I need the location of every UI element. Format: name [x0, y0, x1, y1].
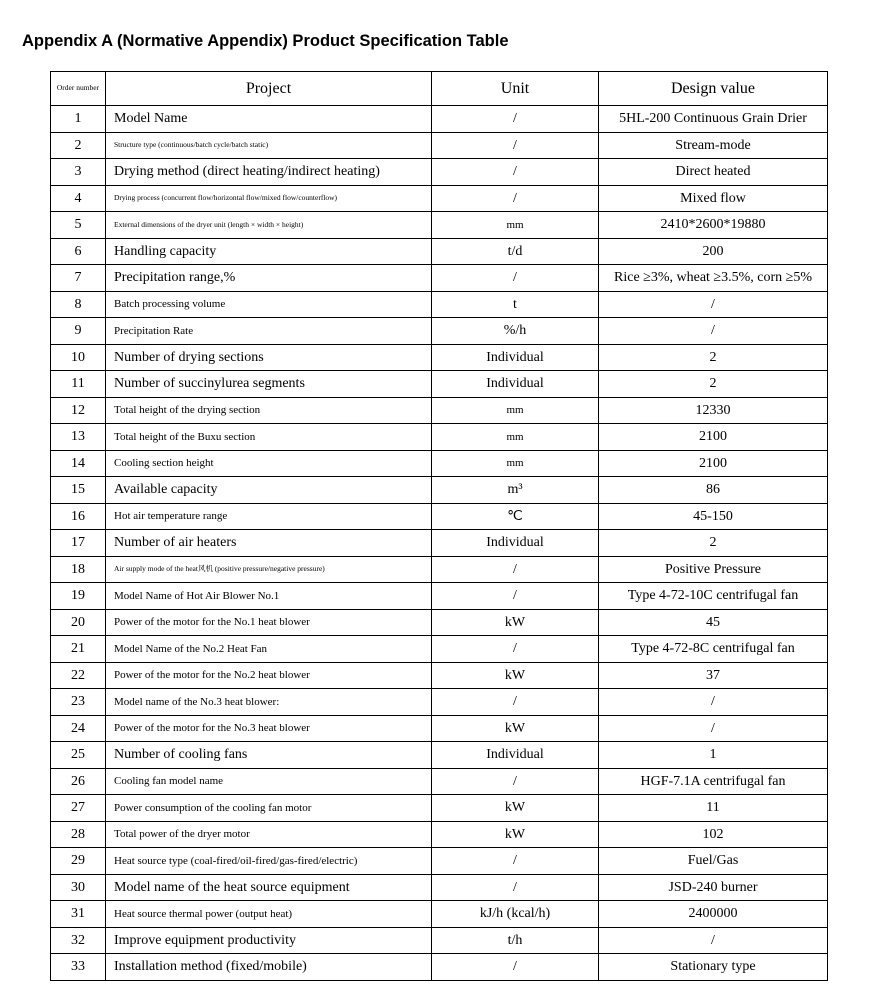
unit-cell: / — [432, 583, 599, 610]
unit-cell: / — [432, 954, 599, 981]
table-row — [51, 821, 828, 848]
project-cell: Total height of the Buxu section — [106, 424, 432, 451]
design-value-cell: 11 — [599, 795, 828, 822]
unit-cell: mm — [432, 212, 599, 239]
design-value-cell: JSD-240 burner — [599, 874, 828, 901]
unit-cell: t — [432, 291, 599, 318]
order-number-cell: 33 — [51, 954, 106, 981]
order-number-cell: 27 — [51, 795, 106, 822]
unit-cell: / — [432, 556, 599, 583]
table-row — [51, 768, 828, 795]
project-cell: Precipitation range,% — [106, 265, 432, 292]
table-row — [51, 689, 828, 716]
project-cell: Available capacity — [106, 477, 432, 504]
unit-cell: Individual — [432, 371, 599, 398]
table-row — [51, 132, 828, 159]
table-row — [51, 477, 828, 504]
project-cell: Structure type (continuous/batch cycle/batch static) — [106, 132, 432, 159]
design-value-cell: Mixed flow — [599, 185, 828, 212]
order-number-cell: 29 — [51, 848, 106, 875]
project-cell: Model name of the No.3 heat blower: — [106, 689, 432, 716]
table-row — [51, 927, 828, 954]
table-row — [51, 583, 828, 610]
table-row — [51, 954, 828, 981]
unit-cell: kW — [432, 715, 599, 742]
table-row — [51, 450, 828, 477]
unit-cell: t/h — [432, 927, 599, 954]
unit-cell: Individual — [432, 530, 599, 557]
project-cell: Batch processing volume — [106, 291, 432, 318]
order-number-cell: 3 — [51, 159, 106, 186]
design-value-cell: Fuel/Gas — [599, 848, 828, 875]
table-row — [51, 715, 828, 742]
project-cell: Power of the motor for the No.2 heat blower — [106, 662, 432, 689]
design-value-cell: Stream-mode — [599, 132, 828, 159]
unit-cell: Individual — [432, 344, 599, 371]
project-cell: Cooling fan model name — [106, 768, 432, 795]
project-cell: Number of succinylurea segments — [106, 371, 432, 398]
design-value-cell: Positive Pressure — [599, 556, 828, 583]
table-row — [51, 238, 828, 265]
design-value-cell: 2 — [599, 530, 828, 557]
design-value-cell: / — [599, 689, 828, 716]
header-design-value: Design value — [599, 72, 828, 106]
table-row — [51, 556, 828, 583]
order-number-cell: 30 — [51, 874, 106, 901]
design-value-cell: 2400000 — [599, 901, 828, 928]
table-row — [51, 265, 828, 292]
unit-cell: kW — [432, 609, 599, 636]
order-number-cell: 10 — [51, 344, 106, 371]
design-value-cell: 1 — [599, 742, 828, 769]
table-row — [51, 159, 828, 186]
table-row — [51, 503, 828, 530]
order-number-cell: 32 — [51, 927, 106, 954]
unit-cell: / — [432, 636, 599, 663]
order-number-cell: 31 — [51, 901, 106, 928]
order-number-cell: 16 — [51, 503, 106, 530]
table-row — [51, 344, 828, 371]
design-value-cell: 86 — [599, 477, 828, 504]
order-number-cell: 18 — [51, 556, 106, 583]
design-value-cell: Type 4-72-8C centrifugal fan — [599, 636, 828, 663]
design-value-cell: Stationary type — [599, 954, 828, 981]
order-number-cell: 4 — [51, 185, 106, 212]
project-cell: Model Name of Hot Air Blower No.1 — [106, 583, 432, 610]
project-cell: Cooling section height — [106, 450, 432, 477]
unit-cell: mm — [432, 397, 599, 424]
unit-cell: m³ — [432, 477, 599, 504]
project-cell: Heat source thermal power (output heat) — [106, 901, 432, 928]
project-cell: External dimensions of the dryer unit (length × width × height) — [106, 212, 432, 239]
design-value-cell: Rice ≥3%, wheat ≥3.5%, corn ≥5% — [599, 265, 828, 292]
order-number-cell: 1 — [51, 106, 106, 133]
table-row — [51, 291, 828, 318]
project-cell: Model Name of the No.2 Heat Fan — [106, 636, 432, 663]
header-project: Project — [106, 72, 432, 106]
table-row — [51, 636, 828, 663]
design-value-cell: 2100 — [599, 450, 828, 477]
order-number-cell: 11 — [51, 371, 106, 398]
table-row — [51, 530, 828, 557]
table-row — [51, 795, 828, 822]
project-cell: Handling capacity — [106, 238, 432, 265]
page-title: Appendix A (Normative Appendix) Product Specification Table — [22, 32, 509, 50]
order-number-cell: 14 — [51, 450, 106, 477]
unit-cell: %/h — [432, 318, 599, 345]
unit-cell: ℃ — [432, 503, 599, 530]
project-cell: Number of air heaters — [106, 530, 432, 557]
table-row — [51, 424, 828, 451]
design-value-cell: / — [599, 715, 828, 742]
design-value-cell: 5HL-200 Continuous Grain Drier — [599, 106, 828, 133]
project-cell: Precipitation Rate — [106, 318, 432, 345]
project-cell: Drying process (concurrent flow/horizontal flow/mixed flow/counterflow) — [106, 185, 432, 212]
order-number-cell: 7 — [51, 265, 106, 292]
design-value-cell: HGF-7.1A centrifugal fan — [599, 768, 828, 795]
project-cell: Power consumption of the cooling fan motor — [106, 795, 432, 822]
order-number-cell: 25 — [51, 742, 106, 769]
project-cell: Total power of the dryer motor — [106, 821, 432, 848]
design-value-cell: / — [599, 318, 828, 345]
table-row — [51, 318, 828, 345]
design-value-cell: Type 4-72-10C centrifugal fan — [599, 583, 828, 610]
order-number-cell: 26 — [51, 768, 106, 795]
project-cell: Number of drying sections — [106, 344, 432, 371]
design-value-cell: 2 — [599, 371, 828, 398]
table-row — [51, 874, 828, 901]
table-row — [51, 742, 828, 769]
table-row — [51, 397, 828, 424]
unit-cell: / — [432, 185, 599, 212]
project-cell: Heat source type (coal-fired/oil-fired/gas-fired/electric) — [106, 848, 432, 875]
unit-cell: / — [432, 132, 599, 159]
order-number-cell: 5 — [51, 212, 106, 239]
design-value-cell: 102 — [599, 821, 828, 848]
order-number-cell: 13 — [51, 424, 106, 451]
unit-cell: / — [432, 265, 599, 292]
design-value-cell: 200 — [599, 238, 828, 265]
design-value-cell: 2 — [599, 344, 828, 371]
project-cell: Improve equipment productivity — [106, 927, 432, 954]
header-unit: Unit — [432, 72, 599, 106]
order-number-cell: 9 — [51, 318, 106, 345]
unit-cell: / — [432, 874, 599, 901]
unit-cell: Individual — [432, 742, 599, 769]
order-number-cell: 21 — [51, 636, 106, 663]
project-cell: Air supply mode of the heat风机 (positive pressure/negative pressure) — [106, 556, 432, 583]
table-row — [51, 901, 828, 928]
table-row — [51, 609, 828, 636]
design-value-cell: 37 — [599, 662, 828, 689]
project-cell: Installation method (fixed/mobile) — [106, 954, 432, 981]
project-cell: Power of the motor for the No.3 heat blower — [106, 715, 432, 742]
project-cell: Model Name — [106, 106, 432, 133]
order-number-cell: 8 — [51, 291, 106, 318]
unit-cell: mm — [432, 450, 599, 477]
unit-cell: kJ/h (kcal/h) — [432, 901, 599, 928]
unit-cell: kW — [432, 662, 599, 689]
order-number-cell: 28 — [51, 821, 106, 848]
table-header-row — [51, 72, 828, 106]
unit-cell: / — [432, 159, 599, 186]
order-number-cell: 2 — [51, 132, 106, 159]
order-number-cell: 20 — [51, 609, 106, 636]
table-row — [51, 662, 828, 689]
table-row — [51, 212, 828, 239]
table-row — [51, 185, 828, 212]
unit-cell: / — [432, 848, 599, 875]
unit-cell: kW — [432, 795, 599, 822]
project-cell: Drying method (direct heating/indirect heating) — [106, 159, 432, 186]
order-number-cell: 15 — [51, 477, 106, 504]
unit-cell: / — [432, 106, 599, 133]
project-cell: Power of the motor for the No.1 heat blower — [106, 609, 432, 636]
header-order-number: Order number — [51, 72, 106, 106]
design-value-cell: / — [599, 291, 828, 318]
project-cell: Number of cooling fans — [106, 742, 432, 769]
specification-table — [50, 71, 828, 981]
design-value-cell: / — [599, 927, 828, 954]
table-row — [51, 371, 828, 398]
project-cell: Hot air temperature range — [106, 503, 432, 530]
order-number-cell: 6 — [51, 238, 106, 265]
design-value-cell: 45 — [599, 609, 828, 636]
order-number-cell: 23 — [51, 689, 106, 716]
unit-cell: / — [432, 689, 599, 716]
design-value-cell: 45-150 — [599, 503, 828, 530]
unit-cell: mm — [432, 424, 599, 451]
unit-cell: t/d — [432, 238, 599, 265]
unit-cell: / — [432, 768, 599, 795]
unit-cell: kW — [432, 821, 599, 848]
order-number-cell: 17 — [51, 530, 106, 557]
order-number-cell: 12 — [51, 397, 106, 424]
order-number-cell: 19 — [51, 583, 106, 610]
design-value-cell: Direct heated — [599, 159, 828, 186]
order-number-cell: 22 — [51, 662, 106, 689]
design-value-cell: 12330 — [599, 397, 828, 424]
project-cell: Total height of the drying section — [106, 397, 432, 424]
design-value-cell: 2100 — [599, 424, 828, 451]
table-row — [51, 106, 828, 133]
design-value-cell: 2410*2600*19880 — [599, 212, 828, 239]
project-cell: Model name of the heat source equipment — [106, 874, 432, 901]
order-number-cell: 24 — [51, 715, 106, 742]
table-row — [51, 848, 828, 875]
